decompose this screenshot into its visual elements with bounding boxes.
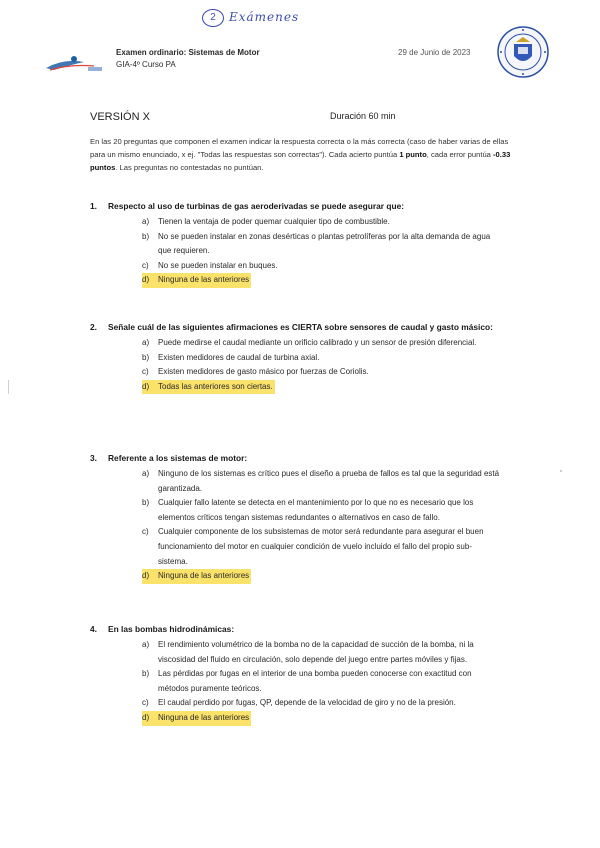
option-text: El rendimiento volumétrico de la bomba no de la capacidad de succión de la bomba, ni la viscosidad del fluido en circulación, solo depende del juego entre partes móviles y fijas. <box>158 640 474 664</box>
question-text: Señale cuál de las siguientes afirmaciones es CIERTA sobre sensores de caudal y gasto másico: <box>108 322 493 332</box>
option-letter: c) <box>142 527 149 537</box>
answer-option-c[interactable] <box>142 365 530 380</box>
answer-option-d-highlighted[interactable] <box>142 380 530 395</box>
handwritten-circle: 2 <box>202 9 224 27</box>
answer-option-b[interactable] <box>142 496 530 525</box>
answer-option-a[interactable] <box>142 215 530 230</box>
question-title <box>90 622 530 636</box>
question-2 <box>90 320 530 394</box>
answer-option-a[interactable] <box>142 638 530 667</box>
option-text: Existen medidores de gasto másico por fuerzas de Coriolis. <box>158 367 369 377</box>
option-text: Ninguna de las anteriores <box>158 569 251 584</box>
answer-options <box>142 467 530 584</box>
answer-option-c[interactable] <box>142 696 530 711</box>
question-title <box>90 199 530 213</box>
question-1 <box>90 199 530 288</box>
option-text: No se pueden instalar en zonas desérticas o plantas petrolíferas por la alta demanda de agua que requieren. <box>158 231 491 256</box>
answer-option-c[interactable] <box>142 259 530 274</box>
option-letter: d) <box>142 711 158 726</box>
instructions-bold-1: 1 punto <box>399 150 427 159</box>
answer-option-a[interactable] <box>142 336 530 351</box>
exam-date: 29 de Junio de 2023 <box>398 48 471 57</box>
exam-version: VERSIÓN X <box>90 111 150 123</box>
exam-subtitle: GIA-4º Curso PA <box>116 60 176 69</box>
question-3 <box>90 451 530 584</box>
option-text: Cualquier fallo latente se detecta en el mantenimiento por lo que no es necesario que los elementos críticos tengan sistemas redundantes o alternativos en caso de fallo. <box>158 498 474 522</box>
answer-options <box>142 638 530 726</box>
option-letter: a) <box>142 640 150 649</box>
option-letter: b) <box>142 498 150 508</box>
option-letter: a) <box>142 217 150 226</box>
option-letter: b) <box>142 669 150 679</box>
option-text: Ninguna de las anteriores <box>158 711 251 726</box>
option-letter: d) <box>142 380 158 395</box>
scan-artifact <box>8 380 9 394</box>
exam-title: Examen ordinario: Sistemas de Motor <box>116 48 260 57</box>
option-text: Existen medidores de caudal de turbina axial. <box>158 352 320 362</box>
handwritten-note: Exámenes <box>229 10 300 24</box>
option-text: El caudal perdido por fugas, QP, depende de la velocidad de giro y no de la presión. <box>158 698 456 708</box>
exam-instructions <box>90 135 522 174</box>
instructions-bold-2: -0.33 puntos <box>90 150 511 172</box>
question-text: En las bombas hidrodinámicas: <box>108 624 235 634</box>
instructions-text-3: . Las preguntas no contestadas no puntúan. <box>115 163 264 172</box>
answer-option-b[interactable] <box>142 667 530 696</box>
option-letter: c) <box>142 698 149 708</box>
option-text: No se pueden instalar en buques. <box>158 260 278 270</box>
instructions-text-1: En las 20 preguntas que componen el examen indicar la respuesta correcta o la más correcta (caso de haber varias de ellas para un mismo enunciado, x ej. "Todas las respuestas son correctas"). Cada acierto puntúa <box>90 137 509 159</box>
answer-option-b[interactable] <box>142 230 530 259</box>
instructions-text-2: , cada error puntúa <box>426 150 494 159</box>
answer-option-a[interactable] <box>142 467 530 496</box>
option-letter: b) <box>142 352 150 362</box>
option-letter: c) <box>142 367 149 377</box>
question-number: 3. <box>90 453 97 463</box>
question-number: 1. <box>90 201 97 211</box>
answer-options <box>142 336 530 394</box>
answer-option-c[interactable] <box>142 525 530 569</box>
option-letter: d) <box>142 273 158 288</box>
question-title <box>90 320 530 334</box>
university-logo-icon <box>44 50 106 76</box>
answer-option-b[interactable] <box>142 351 530 366</box>
answer-options <box>142 215 530 288</box>
answer-option-d-highlighted[interactable] <box>142 273 530 288</box>
option-letter: a) <box>142 338 150 347</box>
option-letter: d) <box>142 569 158 584</box>
question-text: Respecto al uso de turbinas de gas aeroderivadas se puede asegurar que: <box>108 201 405 211</box>
question-number: 2. <box>90 322 97 332</box>
scan-artifact <box>560 470 562 472</box>
option-text: Cualquier componente de los subsistemas de motor será redundante para asegurar el buen funcionamiento del motor en cualquier condición de vuelo incluido el fallo del propio sub-sistema. <box>158 527 484 566</box>
option-text: Ninguna de las anteriores <box>158 273 251 288</box>
option-letter: b) <box>142 231 150 241</box>
option-text: Puede medirse el caudal mediante un orificio calibrado y un sensor de presión diferencial. <box>158 338 477 347</box>
question-number: 4. <box>90 624 97 634</box>
answer-option-d-highlighted[interactable] <box>142 569 530 584</box>
option-text: Tienen la ventaja de poder quemar cualquier tipo de combustible. <box>158 217 390 226</box>
exam-duration: Duración 60 min <box>330 111 396 121</box>
option-text: Las pérdidas por fugas en el interior de una bomba pueden conocerse con exactitud con métodos puramente teóricos. <box>158 669 472 693</box>
option-text: Todas las anteriores son ciertas. <box>158 380 275 395</box>
question-text: Referente a los sistemas de motor: <box>108 453 248 463</box>
university-seal-icon <box>497 26 549 78</box>
option-letter: a) <box>142 469 150 478</box>
question-title <box>90 451 530 465</box>
question-4 <box>90 622 530 726</box>
answer-option-d-highlighted[interactable] <box>142 711 530 726</box>
option-letter: c) <box>142 260 149 270</box>
option-text: Ninguno de los sistemas es crítico pues el diseño a prueba de fallos es tal que la seguridad está garantizada. <box>158 469 500 493</box>
